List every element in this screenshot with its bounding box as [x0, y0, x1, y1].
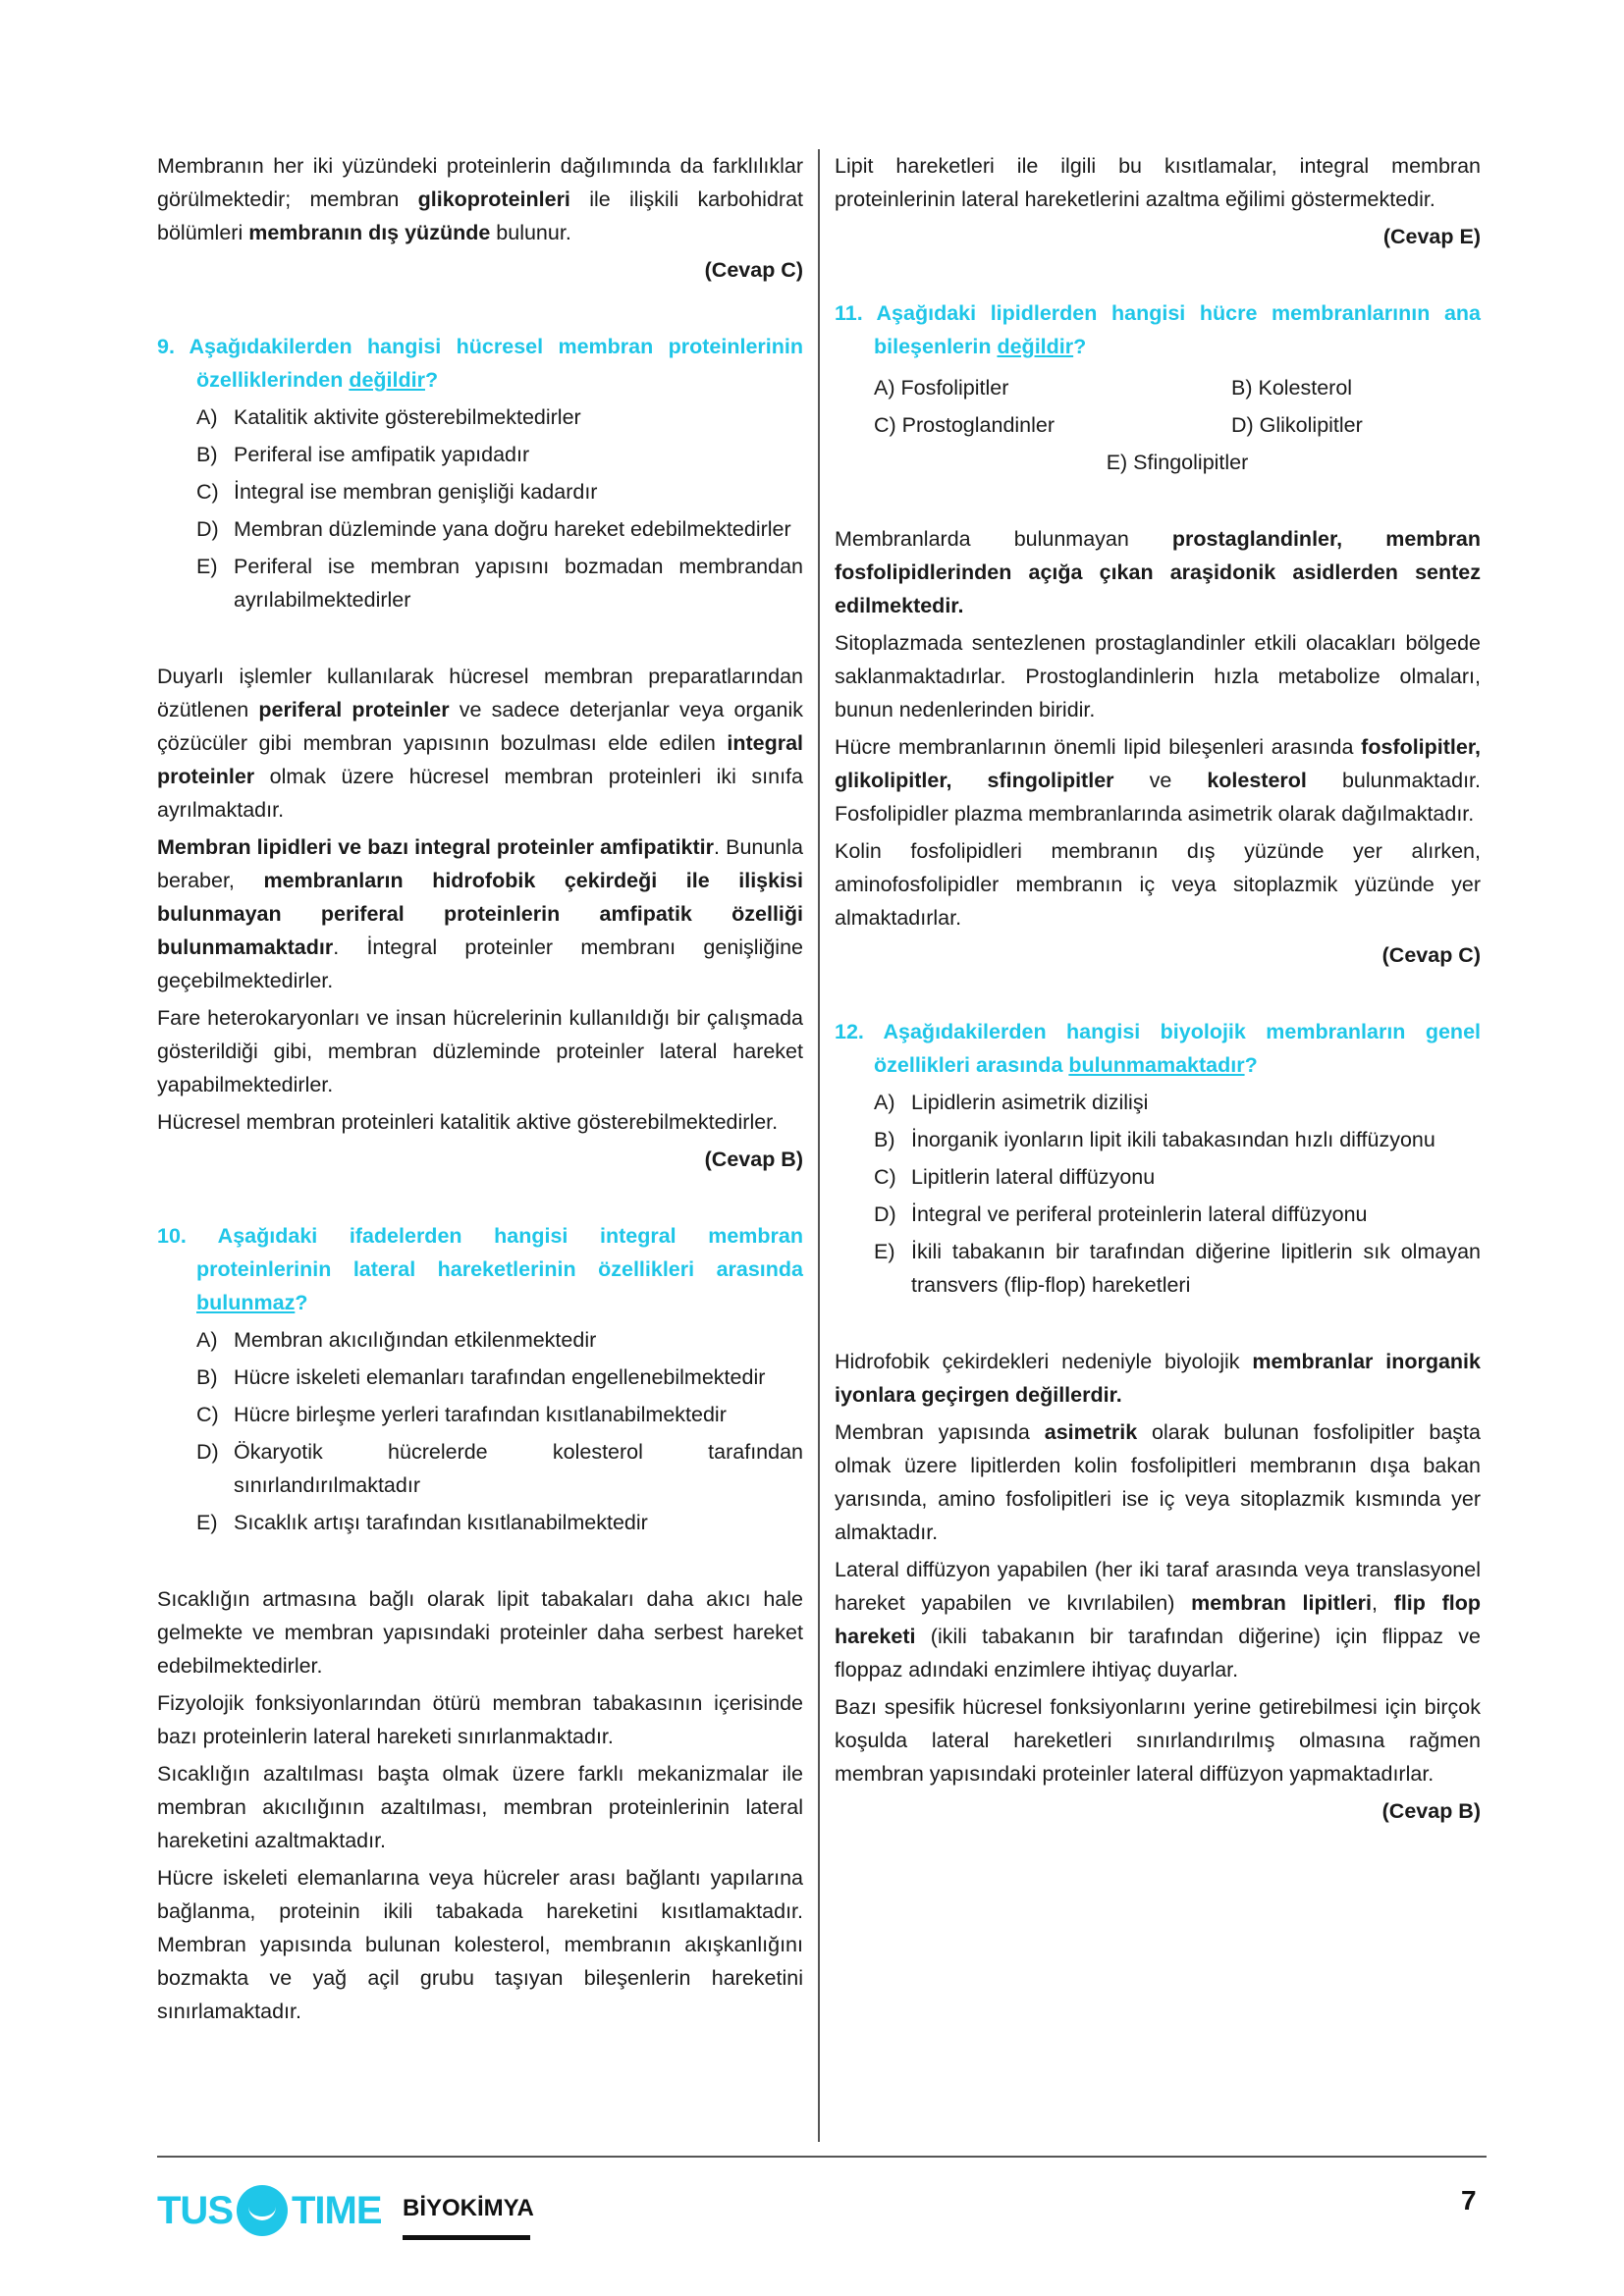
subject-underline: [403, 2235, 530, 2240]
option: A) Lipidlerin asimetrik dizilişi: [874, 1091, 1149, 1114]
option: C) Lipitlerin lateral diffüzyonu: [874, 1165, 1156, 1189]
explanation-paragraph: Duyarlı işlemler kullanılarak hücresel membran preparatlarından özütlenen periferal proteinler ve sadece deterjanlar veya organik çözücüler gibi membran yapısının bozulması elde edilen integral proteinler olmak üzere hücresel membran proteinleri iki sınıfa ayrılmaktadır.: [157, 665, 803, 822]
question-12-options: [835, 1086, 1481, 1302]
option: B) Periferal ise amfipatik yapıdadır: [196, 443, 530, 466]
left-column: [157, 149, 803, 2032]
continued-paragraph: Lipit hareketleri ile ilgili bu kısıtlamalar, integral membran proteinlerinin lateral hareketlerini azaltma eğilimi göstermektedir.: [835, 154, 1481, 211]
question-10: 10. Aşağıdaki ifadelerden hangisi integral membran proteinlerinin lateral hareketlerinin özellikleri arasında bulunmaz?: [157, 1224, 803, 1314]
option: D) İntegral ve periferal proteinlerin lateral diffüzyonu: [874, 1202, 1368, 1226]
question-9-options: [157, 400, 803, 616]
brand-logo: [157, 2181, 382, 2240]
explanation-paragraph: Membran yapısında asimetrik olarak bulunan fosfolipitler başta olmak üzere lipitlerden kolin fosfolipitleri membranın dışa bakan yarısında, amino fosfolipitleri ise iç veya sitoplazmik kısmında yer almaktadır.: [835, 1420, 1481, 1544]
explanation-paragraph: Membran lipidleri ve bazı integral proteinler amfipatiktir. Bununla beraber, membranların hidrofobik çekirdeği ile ilişkisi bulunmayan periferal proteinlerin amfipatik özelliği bulunmamaktadır. İntegral proteinler membranı genişliğine geçebilmektedirler.: [157, 835, 804, 992]
footer-divider: [157, 2156, 1487, 2158]
option: C) Prostoglandinler: [874, 413, 1056, 437]
page-number: 7: [1461, 2185, 1477, 2216]
option: D) Ökaryotik hücrelerde kolesterol tarafından sınırlandırılmaktadır: [196, 1440, 803, 1497]
option: E) İkili tabakanın bir tarafından diğerine lipitlerin sık olmayan transvers (flip-flop) hareketleri: [874, 1240, 1481, 1297]
explanation-paragraph: Kolin fosfolipidleri membranın dış yüzünde yer alırken, aminofosfolipidler membranın iç veya sitoplazmik yüzünde yer almaktadırlar.: [835, 839, 1481, 930]
answer-label: (Cevap C): [704, 258, 803, 282]
explanation-paragraph: Membranlarda bulunmayan prostaglandinler, membran fosfolipidlerinden açığa çıkan araşidonik asidlerden sentez edilmektedir.: [835, 527, 1482, 617]
option: B) Kolesterol: [1231, 376, 1353, 400]
question-9: 9. Aşağıdakilerden hangisi hücresel membran proteinlerinin özelliklerinden değildir?: [157, 335, 803, 392]
option: A) Fosfolipitler: [874, 376, 1009, 400]
answer-label: (Cevap E): [1382, 225, 1481, 248]
explanation-paragraph: Sıcaklığın artmasına bağlı olarak lipit tabakaları daha akıcı hale gelmekte ve membran yapısındaki proteinler daha serbest hareket edebilmektedirler.: [157, 1587, 803, 1678]
logo-text-left: TUS: [157, 2188, 233, 2232]
explanation-paragraph: Hidrofobik çekirdekleri nedeniyle biyolojik membranlar inorganik iyonlara geçirgen değillerdir.: [835, 1350, 1481, 1407]
explanation-paragraph: Lateral diffüzyon yapabilen (her iki taraf arasında veya translasyonel hareket yapabilen ve kıvrılabilen) membran lipitleri, flip flop hareketi (ikili tabakanın bir tarafından diğerine) için flippaz ve floppaz adındaki enzimlere ihtiyaç duyarlar.: [835, 1558, 1481, 1682]
explanation-paragraph: Sitoplazmada sentezlenen prostaglandinler etkili olacakları bölgede saklanmaktadırlar. Prostoglandinlerin hızla metabolize olmaları, bunun nedenlerinden biridir.: [835, 631, 1481, 721]
question-11-options: [874, 367, 1481, 479]
explanation-paragraph: Bazı spesifik hücresel fonksiyonlarını yerine getirebilmesi için birçok koşulda lateral hareketleri sınırlandırılmış olmasına rağmen membran yapısındaki proteinler lateral diffüzyon yapmaktadırlar.: [835, 1695, 1481, 1786]
subject-label: BİYOKİMYA: [403, 2195, 534, 2221]
question-12: 12. Aşağıdakilerden hangisi biyolojik membranların genel özellikleri arasında bulunmamaktadır?: [835, 1020, 1481, 1077]
explanation-paragraph: Hücresel membran proteinleri katalitik aktive gösterebilmektedirler.: [157, 1110, 779, 1134]
answer-label: (Cevap B): [1381, 1799, 1481, 1823]
explanation-paragraph: Sıcaklığın azaltılması başta olmak üzere farklı mekanizmalar ile membran akıcılığının azaltılması, membran proteinlerinin lateral hareketini azaltmaktadır.: [157, 1762, 803, 1852]
option: A) Katalitik aktivite gösterebilmektedirler: [196, 405, 581, 429]
explanation-paragraph: Hücre membranlarının önemli lipid bileşenleri arasında fosfolipitler, glikolipitler, sfingolipitler ve kolesterol bulunmaktadır. Fosfolipidler plazma membranlarında asimetrik olarak dağılmaktadır.: [835, 735, 1481, 826]
explanation-paragraph: Fizyolojik fonksiyonlarından ötürü membran tabakasının içerisinde bazı proteinlerin lateral hareketi sınırlanmaktadır.: [157, 1691, 803, 1748]
option: E) Sıcaklık artışı tarafından kısıtlanabilmektedir: [196, 1511, 648, 1534]
explanation-paragraph: Fare heterokaryonları ve insan hücrelerinin kullanıldığı bir çalışmada gösterildiği gibi, membran düzleminde proteinler lateral hareket yapabilmektedirler.: [157, 1006, 803, 1096]
option: C) Hücre birleşme yerleri tarafından kısıtlanabilmektedir: [196, 1403, 727, 1426]
question-10-options: [157, 1323, 803, 1539]
option: A) Membran akıcılığından etkilenmektedir: [196, 1328, 597, 1352]
right-column: [835, 149, 1481, 1828]
option: C) İntegral ise membran genişliği kadardır: [196, 480, 598, 504]
logo-text-right: TIME: [292, 2188, 382, 2232]
question-11: 11. Aşağıdaki lipidlerden hangisi hücre membranlarının ana bileşenlerin değildir?: [835, 301, 1481, 358]
option: B) İnorganik iyonların lipit ikili tabakasından hızlı diffüzyonu: [874, 1128, 1435, 1151]
intro-paragraph: Membranın her iki yüzündeki proteinlerin dağılımında da farklılıklar görülmektedir; membran glikoproteinleri ile ilişkili karbohidrat bölümleri membranın dış yüzünde bulunur.: [157, 154, 804, 244]
column-divider: [818, 149, 820, 2142]
option: D) Membran düzleminde yana doğru hareket edebilmektedirler: [196, 517, 791, 541]
option: B) Hücre iskeleti elemanları tarafından engellenebilmektedir: [196, 1365, 766, 1389]
answer-label: (Cevap C): [1381, 943, 1481, 967]
option: E) Sfingolipitler: [1106, 451, 1249, 474]
answer-label: (Cevap B): [704, 1148, 803, 1171]
option: E) Periferal ise membran yapısını bozmadan membrandan ayrılabilmektedirler: [196, 555, 803, 612]
explanation-paragraph: Hücre iskeleti elemanlarına veya hücreler arası bağlantı yapılarına bağlanma, proteinin ikili tabakada hareketini kısıtlamaktadır. Membran yapısında bulunan kolesterol, membranın akışkanlığını bozmakta ve yağ açil grubu taşıyan bileşenlerin hareketini sınırlamaktadır.: [157, 1866, 803, 2023]
option: D) Glikolipitler: [1231, 413, 1363, 437]
smile-icon: [237, 2185, 288, 2236]
